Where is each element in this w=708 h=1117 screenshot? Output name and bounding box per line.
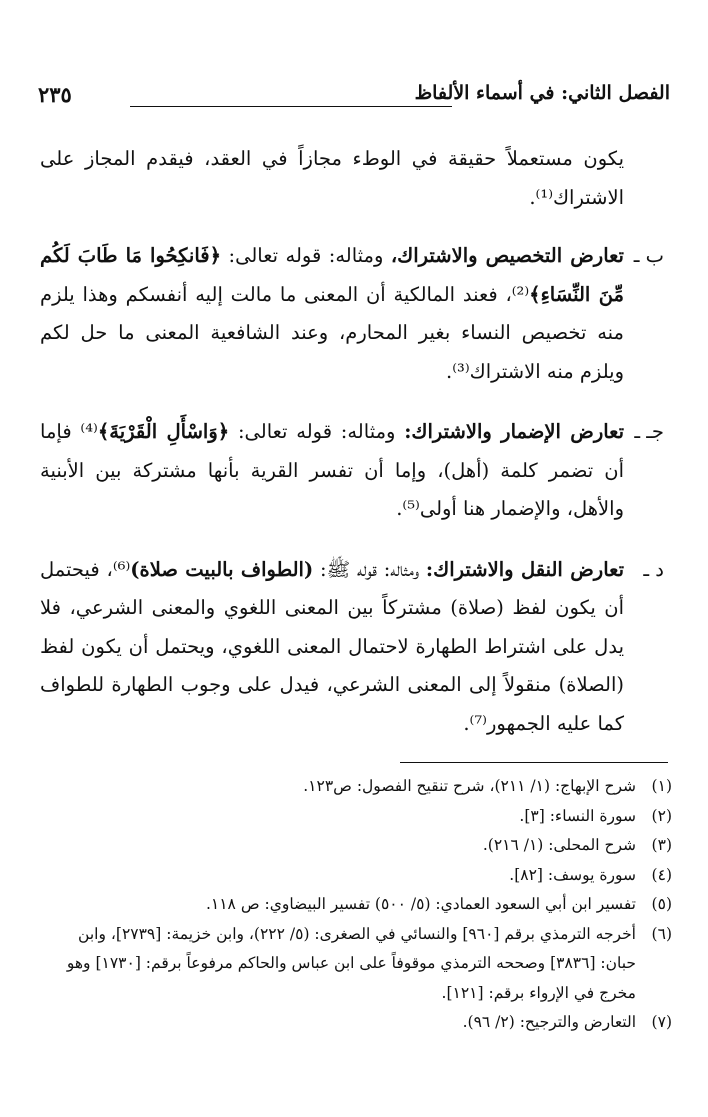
header-rule: [130, 106, 452, 107]
item-term: تعارض النقل والاشتراك:: [425, 557, 624, 581]
item-term: تعارض الإضمار والاشتراك:: [404, 420, 625, 443]
footnote-number: (٢): [651, 806, 672, 825]
item-term: تعارض التخصيص والاشتراك،: [390, 244, 624, 267]
footnote: [40, 772, 672, 802]
footnote: [40, 831, 672, 861]
footnote: [40, 802, 672, 832]
item-b: [40, 237, 664, 391]
main-text: [40, 140, 664, 765]
intro-paragraph: يكون مستعملاً حقيقة في الوطء مجازاً في العقد، فيقدم المجاز على الاشتراك⁽¹⁾.: [40, 147, 624, 209]
footnote-text: التعارض والترجيح: (٢/ ٩٦).: [462, 1013, 636, 1031]
footnote-text: شرح المحلى: (١/ ٢١٦).: [482, 836, 636, 854]
footnote-text: سورة النساء: [٣].: [519, 806, 636, 825]
footnote-number: (٣): [651, 836, 672, 854]
hadith-quote: (الطواف بالبيت صلاة): [130, 557, 314, 581]
item-d: [40, 551, 664, 744]
item-letter: ب ـ: [633, 244, 664, 267]
footnote-text: تفسير ابن أبي السعود العمادي: (٥/ ٥٠٠) تفسير البيضاوي: ص ١١٨.: [205, 895, 636, 913]
footnotes: [40, 772, 672, 1038]
item-pre: ومثاله: قوله تعالى:: [221, 244, 391, 267]
quran-quote: ﴿وَاسْأَلِ الْقَرْيَةَ﴾: [97, 420, 230, 443]
item-post: ⁽²⁾، فعند المالكية أن المعنى ما مالت إليه أنفسكم وهذا يلزم منه تخصيص النساء بغير المحارم، وعند الشافعية المعنى ما حل لكم ويلزم منه الاشتراك⁽³⁾.: [40, 282, 624, 383]
footnote-text: سورة يوسف: [٨٢].: [509, 865, 636, 884]
item-letter: د ـ: [643, 557, 664, 581]
item-pre: ومثاله: قوله تعالى:: [229, 420, 405, 443]
footnote-number: (١): [651, 777, 672, 795]
footnote: [40, 920, 672, 1009]
footnote: [40, 890, 672, 920]
running-header: [38, 82, 670, 116]
footnote-number: (٥): [651, 895, 672, 913]
page-number: ٢٣٥: [38, 82, 72, 107]
item-pre: ومثاله: قوله ﷺ:: [313, 557, 426, 581]
footnote: [40, 1008, 672, 1038]
item-letter: جـ ـ: [634, 420, 664, 443]
footnote-number: (٤): [651, 865, 672, 884]
footnote-number: (٧): [651, 1013, 672, 1031]
footnote: [40, 861, 672, 891]
footnote-text: أخرجه الترمذي برقم [٩٦٠] والنسائي في الصغرى: (٥/ ٢٢٢)، وابن خزيمة: [٢٧٣٩]، وابن حبان: [٣٨٣٦] وصححه الترمذي موقوفاً على ابن عباس والحاكم مرفوعاً برقم: [١٧٣٠] وهو مخرج في الإرواء برقم: [١٢١].: [66, 924, 636, 1002]
footnote-text: شرح الإبهاج: (١/ ٢١١)، شرح تنقيح الفصول: ص١٢٣.: [303, 777, 636, 795]
footnote-number: (٦): [651, 924, 672, 943]
item-j: [40, 413, 664, 529]
item-post: ⁽⁶⁾، فيحتمل أن يكون لفظ (صلاة) مشتركاً بين المعنى اللغوي والمعنى الشرعي، فلا يدل على اشتراط الطهارة لاحتمال المعنى اللغوي، ويحتمل أن يكون لفظ (الصلاة) منقولاً إلى المعنى الشرعي، فيدل على وجوب الطهارة للطواف كما عليه الجمهور⁽⁷⁾.: [40, 557, 624, 735]
footnote-separator: [400, 762, 668, 763]
quran-quote: ﴿فَانكِحُوا مَا طَابَ لَكُم مِّنَ النِّسَاءِ﴾: [40, 244, 624, 306]
chapter-title: الفصل الثاني: في أسماء الألفاظ: [414, 82, 670, 104]
item-post: ⁽⁴⁾ فإما أن تضمر كلمة (أهل)، وإما أن تفسر القرية بأنها مشتركة بين الأبنية والأهل، والإضمار هنا أولى⁽⁵⁾.: [40, 420, 624, 520]
